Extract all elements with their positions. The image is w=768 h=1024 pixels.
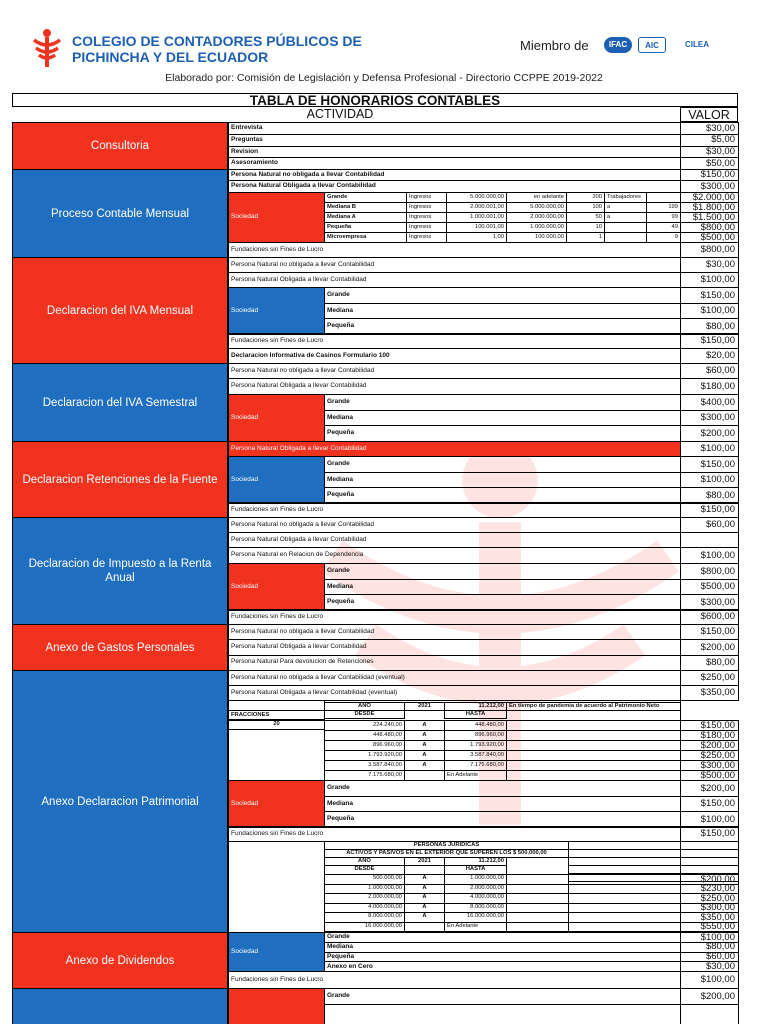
size-label: Pequeña — [324, 318, 681, 335]
size-table-cell: 9 — [646, 232, 681, 243]
fee-value: $350,00 — [680, 912, 739, 923]
activity-row: Revision — [228, 146, 681, 159]
size-table-cell: Microempresa — [324, 232, 407, 243]
from-label: DESDE — [324, 710, 405, 719]
society-label: Sociedad — [228, 394, 325, 442]
size-table-cell: 2.000.001,00 — [446, 202, 507, 213]
size-table-cell: Trabajadores — [604, 192, 647, 203]
range-from: 1.000.000,00 — [324, 884, 405, 895]
size-table-cell: 1.000.000,00 — [506, 222, 567, 233]
range-from: 500.000,00 — [324, 874, 405, 885]
size-label: Grande — [324, 988, 681, 1005]
fee-value: $100,00 — [680, 303, 739, 320]
society-label: Sociedad — [228, 780, 325, 828]
range-from: 16.000.000,00 — [324, 922, 405, 933]
fee-value: $150,00 — [680, 502, 739, 518]
fee-value: $250,00 — [680, 893, 739, 904]
size-table-cell: 1 — [566, 232, 605, 243]
range-from: 896.960,00 — [324, 740, 405, 751]
activity-row: Asesoramiento — [228, 157, 681, 170]
organization-name: COLEGIO DE CONTADORES PÚBLICOS DE PICHINCHA Y DEL ECUADOR — [72, 33, 362, 65]
fee-value: $30,00 — [680, 257, 739, 273]
society-label: Sociedad — [228, 192, 325, 243]
activity-row: Persona Natural no obligada a llevar Contabilidad — [228, 169, 681, 181]
fee-value: $100,00 — [680, 811, 739, 828]
range-a: A — [404, 750, 445, 761]
range-a: A — [404, 760, 445, 771]
activity-row: Persona Natural Obligada a llevar Contabilidad — [228, 441, 681, 457]
size-table-cell: 200 — [566, 192, 605, 203]
size-table-cell: Grande — [324, 192, 407, 203]
size-label: Grande — [324, 394, 681, 411]
fee-value: $50,00 — [680, 157, 739, 170]
juridicas-blank — [228, 841, 325, 933]
activity-9-label: Anexo de Dividendos — [12, 932, 228, 989]
fee-value: $300,00 — [680, 410, 739, 427]
amount-value: 11.212,00 — [444, 857, 507, 866]
size-label: Grande — [324, 456, 681, 473]
range-a: A — [404, 884, 445, 895]
activity-row: Persona Natural no obligada a llevar Contabilidad — [228, 257, 681, 273]
size-table-cell: 100.000,00 — [506, 232, 567, 243]
size-table-cell: a — [604, 212, 647, 223]
range-a: A — [404, 740, 445, 751]
year-label: AÑO — [324, 857, 405, 866]
fee-value: $60,00 — [680, 517, 739, 533]
size-table-cell: 1.000.001,00 — [446, 212, 507, 223]
size-label: Grande — [324, 287, 681, 304]
size-table-cell: 1,00 — [446, 232, 507, 243]
activity-row: Persona Natural Para devolucion de Retenciones — [228, 655, 681, 671]
activity-row: Persona Natural Obligada a llevar Contabilidad — [228, 532, 681, 548]
fee-value: $80,00 — [680, 942, 739, 953]
fee-value: $100,00 — [680, 932, 739, 943]
blank-value — [680, 1004, 739, 1024]
fee-value: $150,00 — [680, 720, 739, 731]
range-to: 4.000.000,00 — [444, 893, 507, 904]
activity-row: Persona Natural no obligada a llevar Contabilidad — [228, 517, 681, 533]
size-label: Pequeña — [324, 952, 681, 963]
to-label: HASTA — [444, 710, 507, 719]
fee-value: $300,00 — [680, 903, 739, 914]
range-a: A — [404, 893, 445, 904]
activity-row: Fundaciones sin Fines de Lucro — [228, 333, 681, 349]
size-table-cell: 100.001,00 — [446, 222, 507, 233]
fee-value: $80,00 — [680, 318, 739, 335]
activity-row: Preguntas — [228, 134, 681, 147]
range-to: 8.000.000,00 — [444, 903, 507, 914]
activity-row: Persona Natural no obligada a llevar Contabilidad — [228, 363, 681, 379]
society-label — [228, 988, 325, 1024]
activity-row: Persona Natural no obligada a llevar Contabilidad (eventual) — [228, 670, 681, 686]
activity-row: Persona Natural no obligada a llevar Contabilidad — [228, 624, 681, 640]
activity-row: Fundaciones sin Fines de Lucro — [228, 609, 681, 625]
range-a: A — [404, 874, 445, 885]
size-table-cell: Ingresos — [406, 192, 447, 203]
juridicas-title: PERSONAS JURIDICAS — [324, 841, 569, 850]
amount-value: 11.212,00 — [444, 702, 507, 711]
fee-value: $30,00 — [680, 961, 739, 972]
activity-row: Fundaciones sin Fines de Lucro — [228, 502, 681, 518]
fee-value: $200,00 — [680, 988, 739, 1005]
fee-value: $300,00 — [680, 180, 739, 193]
activity-3-label: Declaracion del IVA Mensual — [12, 257, 228, 364]
activity-2-label: Proceso Contable Mensual — [12, 169, 228, 258]
range-blank — [568, 922, 681, 933]
fee-value: $300,00 — [680, 594, 739, 611]
activity-5-label: Declaracion Retenciones de la Fuente — [12, 441, 228, 518]
fee-value: $200,00 — [680, 425, 739, 442]
size-table-cell: 5.000.000,00 — [446, 192, 507, 203]
juridicas-subtitle: ACTIVOS Y PASIVOS EN EL EXTERIOR QUE SUPEREN LOS $ 500.000,00 — [324, 849, 569, 858]
fee-value: $180,00 — [680, 378, 739, 395]
size-table-cell: Ingresos — [406, 232, 447, 243]
activity-row: Persona Natural Obligada a llevar Contabilidad — [228, 378, 681, 395]
fee-value: $150,00 — [680, 287, 739, 304]
fee-value: $800,00 — [680, 242, 739, 258]
size-label: Mediana — [324, 303, 681, 320]
size-table-cell: Ingresos — [406, 212, 447, 223]
fee-value: $5,00 — [680, 134, 739, 147]
fee-value: $1.500,00 — [680, 212, 739, 223]
size-table-cell: 50 — [566, 212, 605, 223]
year-value: 2021 — [404, 702, 445, 711]
activity-row: Persona Natural Obligada a llevar Contabilidad — [228, 272, 681, 288]
fee-value: $20,00 — [680, 348, 739, 364]
size-table-cell: 100 — [566, 202, 605, 213]
fee-value: $100,00 — [680, 547, 739, 564]
range-to: En Adelante — [444, 922, 507, 933]
society-label: Sociedad — [228, 563, 325, 611]
range-from: 4.000.000,00 — [324, 903, 405, 914]
size-label: Pequeña — [324, 425, 681, 442]
size-label: Mediana — [324, 942, 681, 953]
range-to: 16.000.000,00 — [444, 912, 507, 923]
table-title: TABLA DE HONORARIOS CONTABLES — [12, 93, 738, 107]
activity-row: Declaracion Informativa de Casinos Formulario 100 — [228, 348, 681, 364]
activity-row: Fundaciones sin Fines de Lucro — [228, 971, 681, 989]
fee-value: $200,00 — [680, 639, 739, 655]
range-a — [404, 922, 445, 933]
size-table-cell: 199 — [646, 202, 681, 213]
fee-value: $30,00 — [680, 146, 739, 159]
fee-value: $100,00 — [680, 272, 739, 288]
prepared-by-text: Elaborado por: Comisión de Legislación y Defensa Profesional - Directorio CCPPE 2019-2022 — [165, 72, 603, 84]
size-label: Pequeña — [324, 594, 681, 611]
range-from: 3.587.840,00 — [324, 760, 405, 771]
fee-value: $200,00 — [680, 780, 739, 797]
size-table-cell: a — [604, 202, 647, 213]
pandemic-note: En tiempo de pandemia de acuerdo al Patrimonio Neto — [506, 702, 681, 711]
size-table-cell: 5.000.000,00 — [506, 202, 567, 213]
fee-value: $100,00 — [680, 472, 739, 489]
size-table-cell: 99 — [646, 212, 681, 223]
year-label: AÑO — [324, 702, 405, 711]
size-table-cell: Pequeña — [324, 222, 407, 233]
fee-value: $150,00 — [680, 796, 739, 813]
fee-value: $1.800,00 — [680, 202, 739, 213]
activity-row: Fundaciones sin Fines de Lucro — [228, 242, 681, 258]
size-label: Mediana — [324, 579, 681, 596]
to-label: HASTA — [444, 865, 507, 875]
size-table-cell: 10 — [566, 222, 605, 233]
activity-row: Persona Natural Obligada a llevar Contabilidad (eventual) — [228, 685, 681, 701]
activity-1-label: Consultoria — [12, 122, 228, 170]
fee-value: $230,00 — [680, 884, 739, 895]
size-table-cell: Mediana B — [324, 202, 407, 213]
activity-8-label: Anexo Declaracion Patrimonial — [12, 670, 228, 933]
range-from: 7.175.680,00 — [324, 770, 405, 781]
from-label: DESDE — [324, 865, 405, 875]
ifac-badge: IFAC — [604, 37, 632, 53]
fee-value: $300,00 — [680, 760, 739, 771]
size-table-cell: Mediana A — [324, 212, 407, 223]
range-to: 1.793.920,00 — [444, 740, 507, 751]
fee-value: $550,00 — [680, 922, 739, 933]
range-to: 448.480,00 — [444, 720, 507, 731]
fee-value: $250,00 — [680, 670, 739, 686]
activity-row: Persona Natural Obligada a llevar Contabilidad — [228, 180, 681, 193]
activity-10-label — [12, 988, 228, 1024]
fee-value: $150,00 — [680, 624, 739, 640]
fee-value: $80,00 — [680, 487, 739, 504]
cilea-badge: CILEA — [685, 40, 709, 49]
range-to: En Adelante — [444, 770, 507, 781]
fee-value: $600,00 — [680, 609, 739, 625]
range-to: 7.175.680,00 — [444, 760, 507, 771]
fee-value: $60,00 — [680, 363, 739, 379]
activity-column-header: ACTIVIDAD — [306, 107, 374, 121]
range-a: A — [404, 903, 445, 914]
size-label: Grande — [324, 563, 681, 580]
range-from: 448.480,00 — [324, 730, 405, 741]
fee-value: $200,00 — [680, 740, 739, 751]
society-label: Sociedad — [228, 287, 325, 335]
range-a: A — [404, 720, 445, 731]
fee-value: $30,00 — [680, 122, 739, 135]
fee-value: $150,00 — [680, 333, 739, 349]
range-a: A — [404, 912, 445, 923]
activity-row: Entrevista — [228, 122, 681, 135]
range-blank — [506, 922, 569, 933]
range-to: 896.960,00 — [444, 730, 507, 741]
fee-value: $200,00 — [680, 874, 739, 885]
size-label: Mediana — [324, 796, 681, 813]
size-table-cell: Ingresos — [406, 222, 447, 233]
fractions-count: 20 — [228, 719, 325, 730]
society-label: Sociedad — [228, 932, 325, 972]
fee-value — [680, 532, 739, 548]
size-label: Pequeña — [324, 487, 681, 504]
activity-row: Fundaciones sin Fines de Lucro — [228, 826, 681, 842]
society-label: Sociedad — [228, 456, 325, 504]
range-to: 3.587.840,00 — [444, 750, 507, 761]
activity-row: Persona Natural en Relacion de Dependencia — [228, 547, 681, 564]
fee-value: $100,00 — [680, 971, 739, 989]
size-label: Pequeña — [324, 811, 681, 828]
size-table-cell: Ingresos — [406, 202, 447, 213]
size-table-cell: en adelante — [506, 192, 567, 203]
fee-value: $180,00 — [680, 730, 739, 741]
fee-value: $500,00 — [680, 770, 739, 781]
activity-6-label: Declaracion de Impuesto a la Renta Anual — [12, 517, 228, 625]
fee-value: $800,00 — [680, 222, 739, 233]
size-label: Mediana — [324, 472, 681, 489]
fee-value: $2.000,00 — [680, 192, 739, 203]
size-table-cell: 49 — [646, 222, 681, 233]
fee-value: $150,00 — [680, 826, 739, 842]
activity-4-label: Declaracion del IVA Semestral — [12, 363, 228, 442]
range-to: 2.000.000,00 — [444, 884, 507, 895]
fee-value: $150,00 — [680, 456, 739, 473]
range-from: 1.793.920,00 — [324, 750, 405, 761]
activity-7-label: Anexo de Gastos Personales — [12, 624, 228, 671]
activity-row: Persona Natural Obligada a llevar Contabilidad — [228, 639, 681, 655]
member-of-label: Miembro de — [520, 38, 589, 53]
fee-value: $100,00 — [680, 441, 739, 457]
fee-value: $400,00 — [680, 394, 739, 411]
range-from: 8.000.000,00 — [324, 912, 405, 923]
fee-value: $500,00 — [680, 232, 739, 243]
aic-badge: AIC — [638, 37, 666, 53]
range-from: 2.000.000,00 — [324, 893, 405, 904]
fee-value: $350,00 — [680, 685, 739, 701]
fee-value: $150,00 — [680, 169, 739, 181]
fee-value: $80,00 — [680, 655, 739, 671]
year-value: 2021 — [404, 857, 445, 866]
blank-cell — [324, 1004, 681, 1024]
range-to: 1.000.000,00 — [444, 874, 507, 885]
fee-value: $60,00 — [680, 952, 739, 963]
fee-value: $250,00 — [680, 750, 739, 761]
size-label: Mediana — [324, 410, 681, 427]
size-label: Grande — [324, 780, 681, 797]
size-label: Grande — [324, 932, 681, 943]
size-label: Anexo en Cero — [324, 961, 681, 972]
fee-value: $800,00 — [680, 563, 739, 580]
range-from: 224.240,00 — [324, 720, 405, 731]
range-a: A — [404, 730, 445, 741]
fee-value: $500,00 — [680, 579, 739, 596]
size-table-cell: 2.000.000,00 — [506, 212, 567, 223]
value-column-header: VALOR — [680, 107, 738, 122]
fractions-label: FRACCIONES — [228, 710, 325, 721]
